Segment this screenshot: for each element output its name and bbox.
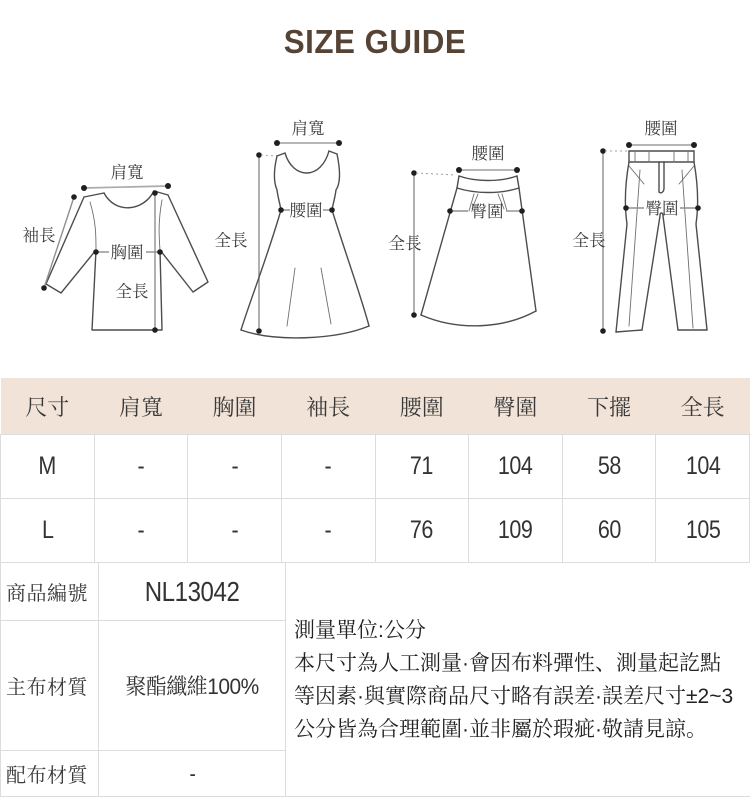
value-cell: -	[188, 499, 282, 563]
value-cell: 71	[375, 435, 469, 499]
size-row-m	[1, 435, 750, 499]
pants-waist-label: 腰圍	[645, 119, 678, 138]
skirt-diagram	[388, 143, 558, 343]
col-chest: 胸圍	[188, 378, 282, 435]
note-body: 本尺寸為人工測量·會因布料彈性、測量起訖點等因素·與實際商品尺寸略有誤差·誤差尺寸±2~3公分皆為合理範圍·並非屬於瑕疵·敬請見諒。	[294, 647, 740, 746]
page-title: SIZE GUIDE	[284, 24, 466, 60]
main-fabric-value: 聚酯纖維100%	[99, 621, 286, 751]
product-code-value: NL13042	[99, 563, 286, 621]
skirt-waist-label: 腰圍	[472, 144, 505, 163]
top-shoulder-label: 肩寬	[111, 163, 144, 182]
lining-fabric-label: 配布材質	[1, 751, 99, 797]
value-cell: -	[281, 499, 375, 563]
top-diagram	[12, 160, 227, 360]
main-fabric-label: 主布材質	[1, 621, 99, 751]
value-cell: -	[94, 499, 188, 563]
note-unit-line: 測量單位:公分	[294, 614, 740, 647]
value-cell: 60	[562, 499, 656, 563]
measurement-note	[286, 563, 750, 797]
value-cell: 104	[469, 435, 563, 499]
col-waist: 腰圍	[375, 378, 469, 435]
dress-waist-label: 腰圍	[290, 201, 323, 220]
value-cell: -	[188, 435, 282, 499]
pants-diagram	[572, 118, 737, 353]
pants-length-label: 全長	[573, 231, 606, 250]
value-cell: 104	[656, 435, 750, 499]
col-hem: 下擺	[562, 378, 656, 435]
top-length-label: 全長	[116, 282, 149, 301]
value-cell: 105	[656, 499, 750, 563]
value-cell: -	[281, 435, 375, 499]
col-size: 尺寸	[1, 378, 95, 435]
skirt-hip-label: 臀圍	[471, 202, 504, 221]
top-sleeve-label: 袖長	[23, 226, 56, 245]
value-cell: 109	[469, 499, 563, 563]
size-label: L	[1, 499, 95, 563]
dress-shoulder-label: 肩寬	[292, 119, 325, 138]
garment-diagrams	[0, 108, 750, 360]
col-length: 全長	[656, 378, 750, 435]
product-code-label: 商品編號	[1, 563, 99, 621]
lining-fabric-value: -	[99, 751, 286, 797]
col-hip: 臀圍	[469, 378, 563, 435]
value-cell: -	[94, 435, 188, 499]
page-title-wrap	[0, 0, 750, 64]
size-table-header-row	[1, 378, 750, 435]
dress-diagram	[215, 118, 380, 353]
top-chest-label: 胸圍	[111, 243, 144, 262]
value-cell: 58	[562, 435, 656, 499]
product-code-row	[1, 563, 750, 621]
size-label: M	[1, 435, 95, 499]
dress-length-label: 全長	[215, 231, 248, 250]
col-shoulder: 肩寬	[94, 378, 188, 435]
skirt-length-label: 全長	[389, 234, 422, 253]
pants-hip-label: 臀圍	[646, 199, 679, 218]
value-cell: 76	[375, 499, 469, 563]
size-row-l	[1, 499, 750, 563]
size-table	[0, 378, 750, 563]
col-sleeve: 袖長	[281, 378, 375, 435]
product-info-table	[0, 562, 750, 797]
